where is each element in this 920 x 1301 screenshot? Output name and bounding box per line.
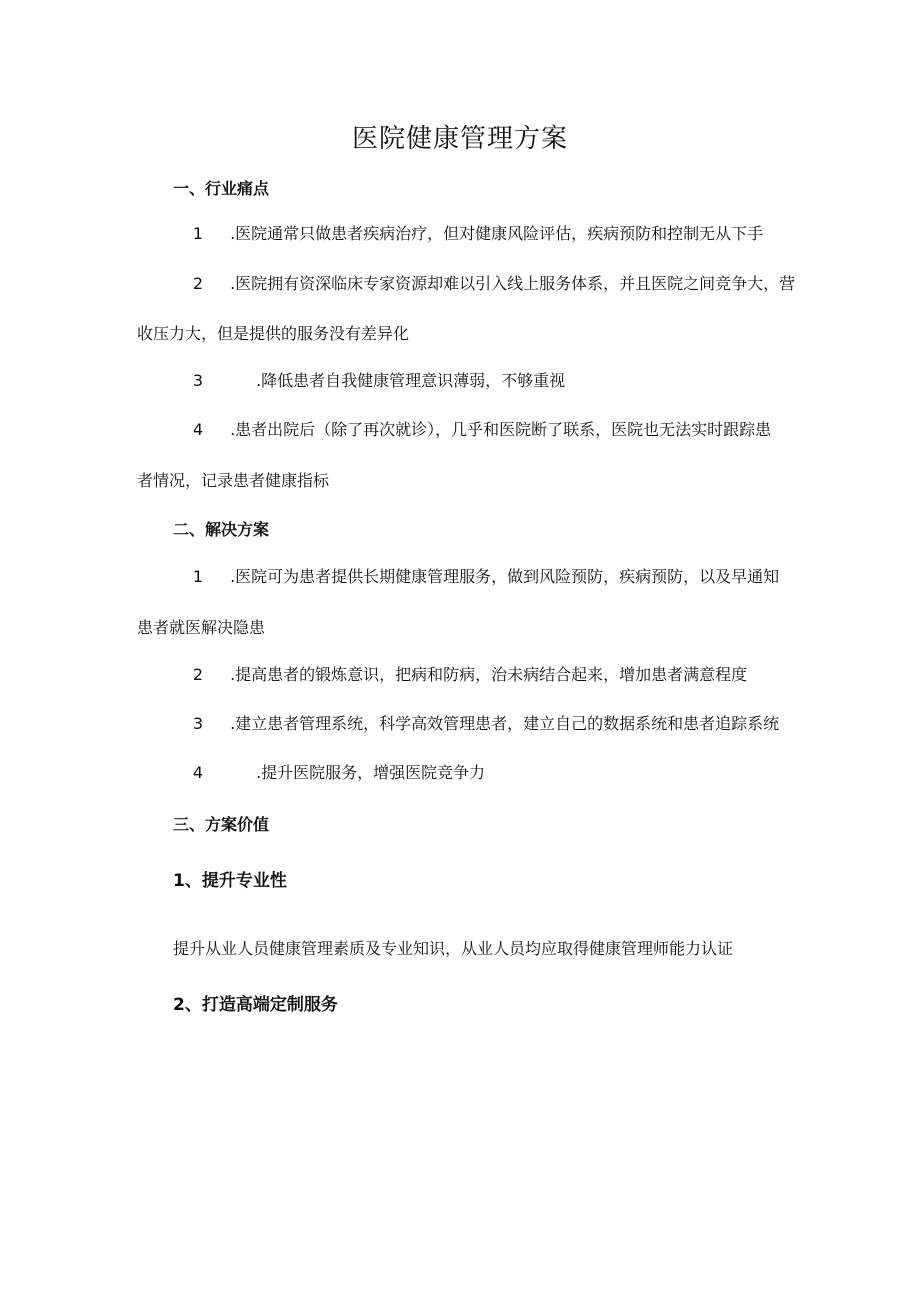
item-text: .医院可为患者提供长期健康管理服务，做到风险预防，疾病预防，以及早通知 [230, 567, 780, 586]
subsection-heading-professionalism: 1、提升专业性 [173, 871, 287, 891]
item-number: 2 [192, 274, 203, 293]
document-title: 医院健康管理方案 [351, 124, 568, 154]
item-number: 4 [192, 763, 203, 782]
list-item [173, 699, 785, 749]
section-heading-solution: 二、解决方案 [173, 520, 270, 539]
item-number: 4 [192, 420, 203, 439]
subsection-heading-custom-service: 2、打造高端定制服务 [173, 995, 338, 1015]
item-text: .提升医院服务，增强医院竞争力 [256, 763, 486, 782]
item-number: 3 [192, 714, 203, 733]
list-item [173, 209, 785, 259]
list-item [173, 405, 785, 455]
section-heading-pain-points: 一、行业痛点 [173, 179, 270, 198]
item-text-continued: 收压力大，但是提供的服务没有差异化 [137, 324, 410, 343]
item-number: 1 [192, 224, 203, 243]
item-text: .降低患者自我健康管理意识薄弱，不够重视 [256, 371, 566, 390]
section-heading-value: 三、方案价值 [173, 815, 270, 834]
item-text: .患者出院后（除了再次就诊），几乎和医院断了联系，医院也无法实时跟踪患 [230, 420, 772, 439]
item-number: 1 [192, 567, 203, 586]
list-item [173, 259, 796, 309]
paragraph: 提升从业人员健康管理素质及专业知识，从业人员均应取得健康管理师能力认证 [173, 939, 734, 958]
list-item [173, 552, 785, 602]
item-text: .医院通常只做患者疾病治疗，但对健康风险评估，疾病预防和控制无从下手 [230, 224, 764, 243]
item-text: .医院拥有资深临床专家资源却难以引入线上服务体系，并且医院之间竞争大，营 [230, 274, 796, 293]
item-text: .提高患者的锻炼意识，把病和防病，治未病结合起来，增加患者满意程度 [230, 665, 748, 684]
list-item [173, 748, 785, 798]
list-item [173, 356, 785, 406]
item-text-continued: 患者就医解决隐患 [137, 618, 266, 637]
item-text-continued: 者情况，记录患者健康指标 [137, 471, 330, 490]
item-text: .建立患者管理系统，科学高效管理患者，建立自己的数据系统和患者追踪系统 [230, 714, 780, 733]
item-number: 2 [192, 665, 203, 684]
item-number: 3 [192, 371, 203, 390]
list-item [173, 650, 785, 700]
